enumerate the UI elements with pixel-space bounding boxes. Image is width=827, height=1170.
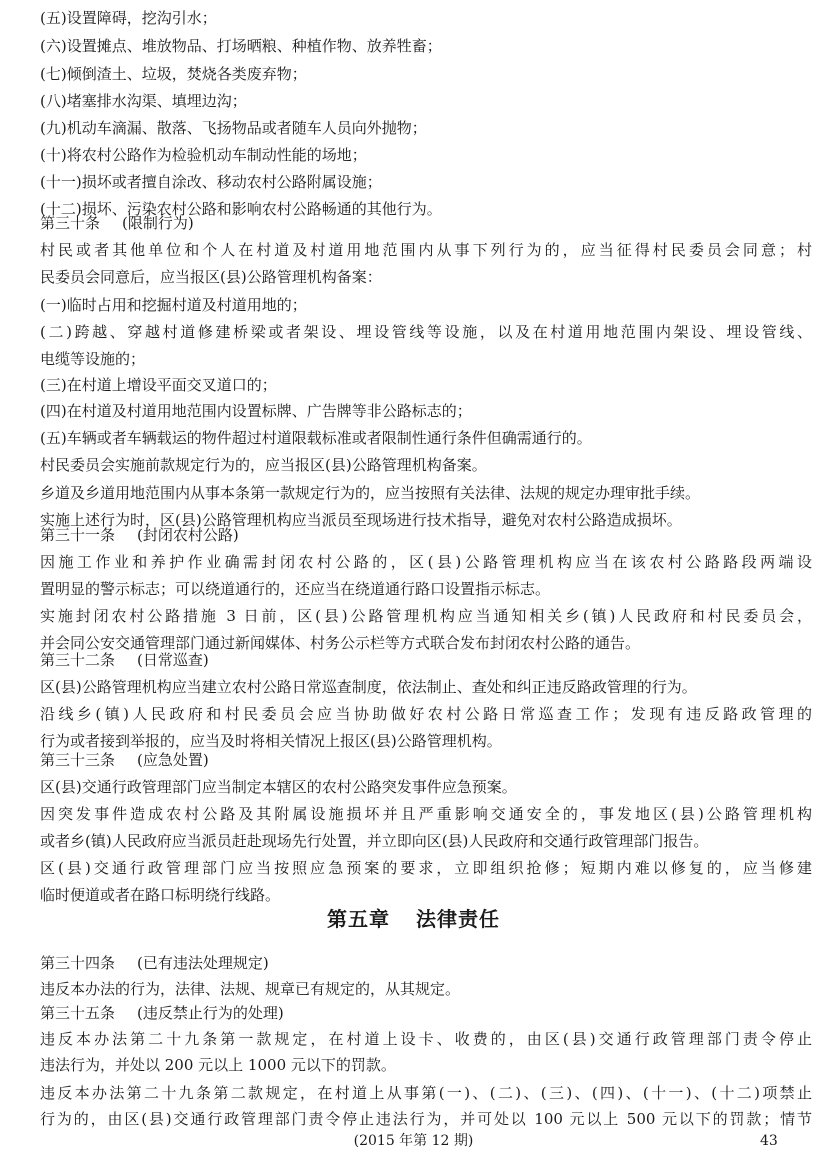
list-item: (七)倾倒渣土、垃圾，焚烧各类废弃物； <box>40 65 307 83</box>
list-item: (十)将农村公路作为检验机动车制动性能的场地； <box>40 146 367 164</box>
issue-label: (2015 年第 12 期) <box>353 1133 474 1149</box>
paragraph-line: 区(县)交通行政管理部门应当制定本辖区的农村公路突发事件应急预案。 <box>40 778 517 796</box>
paragraph-line: 并会同公安交通管理部门通过新闻媒体、村务公示栏等方式联合发布封闭农村公路的通告。 <box>40 634 641 652</box>
paragraph-line: 或者乡(镇)人民政府应当派员赶赴现场先行处置，并立即向区(县)人民政府和交通行政管理部门报告。 <box>40 832 709 850</box>
paragraph-line: 村民委员会实施前款规定行为的，应当报区(县)公路管理机构备案。 <box>40 456 487 474</box>
article-title: (已有违法处理规定) <box>137 954 269 972</box>
paragraph-line: 行为的，由区(县)交通行政管理部门责令停止违法行为，并可处以 100 元以上 500 元以下的罚款；情节 <box>40 1110 812 1128</box>
paragraph-line: 违法行为，并处以 200 元以上 1000 元以下的罚款。 <box>40 1056 396 1074</box>
chapter-number: 第五章 <box>327 907 390 931</box>
article-number: 第三十一条 <box>40 526 116 544</box>
paragraph-line: 区(县)交通行政管理部门应当按照应急预案的要求，立即组织抢修；短期内难以修复的，应当修建 <box>40 859 812 877</box>
paragraph-line: 乡道及乡道用地范围内从事本条第一款规定行为的，应当按照有关法律、法规的规定办理审批手续。 <box>40 484 701 502</box>
article-number: 第三十三条 <box>40 751 116 769</box>
paragraph-line: 因突发事件造成农村公路及其附属设施损坏并且严重影响交通安全的，事发地区(县)公路管理机构 <box>40 805 812 823</box>
article-title: (应急处置) <box>137 751 209 769</box>
list-item: (三)在村道上增设平面交叉道口的； <box>40 376 277 394</box>
article-heading-34 <box>40 953 269 973</box>
list-item: (十一)损坏或者擅自涂改、移动农村公路附属设施； <box>40 173 382 191</box>
paragraph-line: 违反本办法第二十九条第二款规定，在村道上从事第(一)、(二)、(三)、(四)、(十一)、(十二)项禁止 <box>40 1084 812 1102</box>
paragraph-line: 实施封闭农村公路措施 3 日前，区(县)公路管理机构应当通知相关乡(镇)人民政府和村民委员会， <box>40 607 812 625</box>
article-title: (违反禁止行为的处理) <box>137 1004 284 1022</box>
article-number: 第三十五条 <box>40 1004 116 1022</box>
article-number: 第三十四条 <box>40 954 116 972</box>
paragraph-line: 实施上述行为时，区(县)公路管理机构应当派员至现场进行技术指导，避免对农村公路造成损坏。 <box>40 511 682 529</box>
chapter-title <box>0 905 827 933</box>
paragraph-line: 违反本办法第二十九条第一款规定，在村道上设卡、收费的，由区(县)交通行政管理部门责令停止 <box>40 1030 812 1048</box>
paragraph-line: 因施工作业和养护作业确需封闭农村公路的，区(县)公路管理机构应当在该农村公路路段两端设 <box>40 553 812 571</box>
list-item: (五)设置障碍，挖沟引水； <box>40 9 217 27</box>
article-title: (日常巡查) <box>137 651 209 669</box>
list-item: (十二)损坏、污染农村公路和影响农村公路畅通的其他行为。 <box>40 200 442 218</box>
list-item: (四)在村道及村道用地范围内设置标牌、广告牌等非公路标志的； <box>40 402 472 420</box>
list-item: (八)堵塞排水沟渠、填埋边沟； <box>40 92 247 110</box>
chapter-name: 法律责任 <box>416 907 500 931</box>
list-item: (二)跨越、穿越村道修建桥梁或者架设、埋设管线等设施，以及在村道用地范围内架设、埋设管线、 <box>40 323 812 341</box>
article-heading-35 <box>40 1003 284 1023</box>
article-number: 第三十条 <box>40 214 101 232</box>
paragraph-line: 民委员会同意后，应当报区(县)公路管理机构备案： <box>40 268 382 286</box>
article-heading-31 <box>40 525 239 545</box>
paragraph-line: 置明显的警示标志；可以绕道通行的，还应当在绕道通行路口设置指示标志。 <box>40 580 551 598</box>
article-number: 第三十二条 <box>40 651 116 669</box>
article-heading-30 <box>40 213 194 233</box>
paragraph-line: 临时便道或者在路口标明绕行线路。 <box>40 886 281 904</box>
article-title: (限制行为) <box>122 214 194 232</box>
list-item: (九)机动车滴漏、散落、飞扬物品或者随车人员向外抛物； <box>40 119 427 137</box>
paragraph-line: 违反本办法的行为，法律、法规、规章已有规定的，从其规定。 <box>40 980 461 998</box>
list-item: (一)临时占用和挖掘村道及村道用地的； <box>40 296 307 314</box>
list-item: (五)车辆或者车辆载运的物件超过村道限载标准或者限制性通行条件但确需通行的。 <box>40 429 592 447</box>
list-item: (六)设置摊点、堆放物品、打场晒粮、种植作物、放养牲畜； <box>40 37 442 55</box>
article-heading-33 <box>40 750 209 770</box>
list-item: 电缆等设施的； <box>40 350 146 368</box>
paragraph-line: 村民或者其他单位和个人在村道及村道用地范围内从事下列行为的，应当征得村民委员会同意；村 <box>40 241 812 259</box>
page-number: 43 <box>760 1133 778 1149</box>
article-title: (封闭农村公路) <box>137 526 239 544</box>
paragraph-line: 区(县)公路管理机构应当建立农村公路日常巡查制度，依法制止、查处和纠正违反路政管理的行为。 <box>40 678 697 696</box>
paragraph-line: 行为或者接到举报的，应当及时将相关情况上报区(县)公路管理机构。 <box>40 732 502 750</box>
article-heading-32 <box>40 650 209 670</box>
paragraph-line: 沿线乡(镇)人民政府和村民委员会应当协助做好农村公路日常巡查工作；发现有违反路政管理的 <box>40 705 812 723</box>
